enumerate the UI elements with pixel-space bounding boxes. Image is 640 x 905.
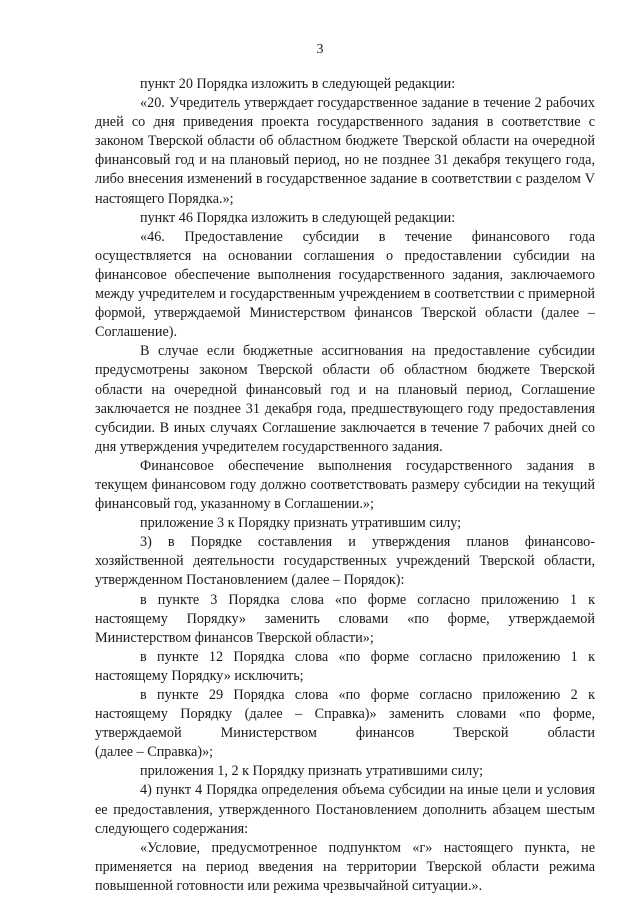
paragraph: пункт 20 Порядка изложить в следующей редакции: [140, 76, 456, 92]
paragraph: в пункте 3 Порядка слова «по форме согласно приложению 1 к настоящему Порядку» заменить словами «по форме, утверждаемой Министерством финансов Тверской области»; [95, 591, 595, 646]
paragraph: В случае если бюджетные ассигнования на предоставление субсидии предусмотрены законом Тверской области об областном бюджете Тверской области на очередной финансовый год и на плановый период, Соглашение заключается не позднее 31 декабря года, предшествующего году предоставления субсидии. В иных случаях Соглашение заключается в течение 7 рабочих дней со дня утверждения учредителем государственного задания. [95, 343, 595, 455]
paragraph: (далее – Справка)»; [95, 744, 214, 761]
paragraph: в пункте 29 Порядка слова «по форме согласно приложению 2 к настоящему Порядку (далее – Справка)» заменить словами «по форме, утверждаемой Министерством финансов Тверской области [95, 687, 595, 742]
paragraph: приложения 1, 2 к Порядку признать утратившими силу; [140, 763, 484, 780]
document-body [95, 75, 595, 896]
paragraph: 4) пункт 4 Порядка определения объема субсидии на иные цели и условия ее предоставления, утвержденного Постановлением дополнить абзацем шестым следующего содержания: [95, 782, 595, 837]
paragraph: «Условие, предусмотренное подпунктом «г» настоящего пункта, не применяется на период введения на территории Тверской области режима повышенной готовности или режима чрезвычайной ситуации.». [95, 839, 595, 894]
paragraph: в пункте 12 Порядка слова «по форме согласно приложению 1 к настоящему Порядку» исключить; [95, 648, 595, 684]
paragraph: Финансовое обеспечение выполнения государственного задания в текущем финансовом году должно соответствовать размеру субсидии на текущий финансовый год, указанному в Соглашении.»; [95, 457, 595, 513]
paragraph: 3) в Порядке составления и утверждения планов финансово-хозяйственной деятельности государственных учреждений Тверской области, утвержденном Постановлением (далее – Порядок): [95, 534, 595, 589]
paragraph: приложение 3 к Порядку признать утратившим силу; [140, 515, 462, 532]
paragraph: «20. Учредитель утверждает государственное задание в течение 2 рабочих дней со дня приведения проекта государственного задания в соответствие с законом Тверской области об областном бюджете Тверской области на очередной финансовый год и на плановый период, но не позднее 31 декабря текущего года, либо внесения изменений в государственное задание в соответствии с разделом V настоящего Порядка.»; [95, 95, 595, 207]
paragraph: пункт 46 Порядка изложить в следующей редакции: [140, 209, 456, 226]
paragraph: «46. Предоставление субсидии в течение финансового года осуществляется на основании соглашения о предоставлении субсидии на финансовое обеспечение выполнения государственного задания, заключаемого между учредителем и государственным учреждением в соответствии с примерной формой, утверждаемой Министерством финансов Тверской области (далее – Соглашение). [95, 228, 595, 341]
page-number: 3 [316, 42, 324, 57]
